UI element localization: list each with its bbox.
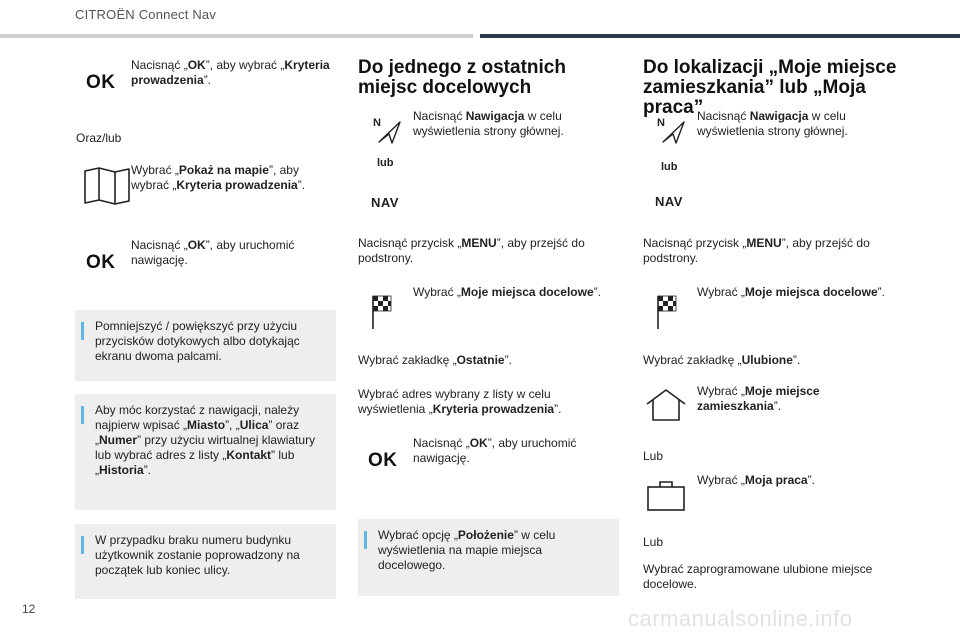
step-ok-criteria: Nacisnąć „OK”, aby wybrać „Kryteria prowadzenia”. — [131, 58, 330, 87]
step-my-destinations: Wybrać „Moje miejsca docelowe”. — [697, 285, 885, 299]
brand-header: CITROËN Connect Nav — [75, 7, 217, 22]
lub-label: lub — [377, 157, 394, 169]
note-position: Wybrać opcję „Położenie” w celu wyświetlenia na mapie miejsca docelowego. — [358, 519, 619, 596]
watermark: carmanualsonline.info — [628, 606, 853, 631]
step-menu: Nacisnąć przycisk „MENU”, aby przejść do podstrony. — [358, 236, 585, 265]
ok-button-icon: OK — [86, 252, 116, 273]
step-ok-start: Nacisnąć „OK”, aby uruchomić nawigację. — [413, 436, 577, 465]
note-house-number: W przypadku braku numeru budynku użytkownik zostanie poprowadzony na początek lub koniec ulicy. — [75, 524, 336, 599]
header-rule-left — [0, 34, 473, 38]
info-icon — [81, 406, 84, 424]
step-menu: Nacisnąć przycisk „MENU”, aby przejść do podstrony. — [643, 236, 870, 265]
nav-button-icon: NAV — [655, 194, 683, 209]
checkered-flag-icon — [655, 294, 677, 330]
briefcase-icon — [646, 480, 686, 512]
step-work: Wybrać „Moja praca”. — [697, 473, 815, 487]
step-nav-home: Nacisnąć Nawigacja w celu wyświetlenia strony głównej. — [413, 109, 564, 138]
svg-text:N: N — [657, 117, 665, 129]
step-my-destinations: Wybrać „Moje miejsca docelowe”. — [413, 285, 601, 299]
step-tab-favorites: Wybrać zakładkę „Ulubione”. — [643, 353, 801, 367]
ok-button-icon: OK — [86, 72, 116, 93]
step-favorite: Wybrać zaprogramowane ulubione miejsce docelowe. — [643, 562, 873, 591]
checkered-flag-icon — [370, 294, 392, 330]
note-zoom: Pomniejszyć / powiększyć przy użyciu przycisków dotykowych albo dotykając ekranu dwoma palcami. — [75, 310, 336, 381]
info-icon — [364, 531, 367, 549]
navigation-arrow-icon — [372, 114, 404, 146]
ok-button-icon: OK — [368, 450, 398, 471]
step-nav-home: Nacisnąć Nawigacja w celu wyświetlenia strony głównej. — [697, 109, 848, 138]
lub-label: Lub — [643, 449, 664, 463]
lub-label: lub — [661, 161, 678, 173]
lub-label: Lub — [643, 535, 664, 549]
map-icon — [83, 167, 131, 205]
section-title-home-work: Do lokalizacji „Moje miejsce zamieszkania” lub „Moja praca” — [643, 57, 897, 118]
step-home: Wybrać „Moje miejsce zamieszkania”. — [697, 384, 820, 413]
note-address-entry: Aby móc korzystać z nawigacji, należy najpierw wpisać „Miasto”, „Ulica” oraz „Numer” przy użyciu wirtualnej klawiatury lub wybrać adres z listy „Kontakt” lub „Historia”. — [75, 394, 336, 510]
info-icon — [81, 536, 84, 554]
home-icon — [645, 388, 687, 422]
oraz-lub-label: Oraz/lub — [76, 131, 122, 145]
nav-button-icon: NAV — [371, 195, 399, 210]
step-ok-start: Nacisnąć „OK”, aby uruchomić nawigację. — [131, 238, 295, 267]
page-number: 12 — [22, 602, 36, 616]
header-rule-right — [480, 34, 960, 38]
step-tab-recent: Wybrać zakładkę „Ostatnie”. — [358, 353, 512, 367]
step-select-address: Wybrać adres wybrany z listy w celu wyświetlenia „Kryteria prowadzenia”. — [358, 387, 562, 416]
svg-text:N: N — [373, 117, 381, 129]
navigation-arrow-icon — [656, 114, 688, 146]
info-icon — [81, 322, 84, 340]
step-show-map: Wybrać „Pokaż na mapie”, aby wybrać „Kryteria prowadzenia”. — [131, 163, 306, 192]
section-title-recent: Do jednego z ostatnich miejsc docelowych — [358, 57, 566, 98]
